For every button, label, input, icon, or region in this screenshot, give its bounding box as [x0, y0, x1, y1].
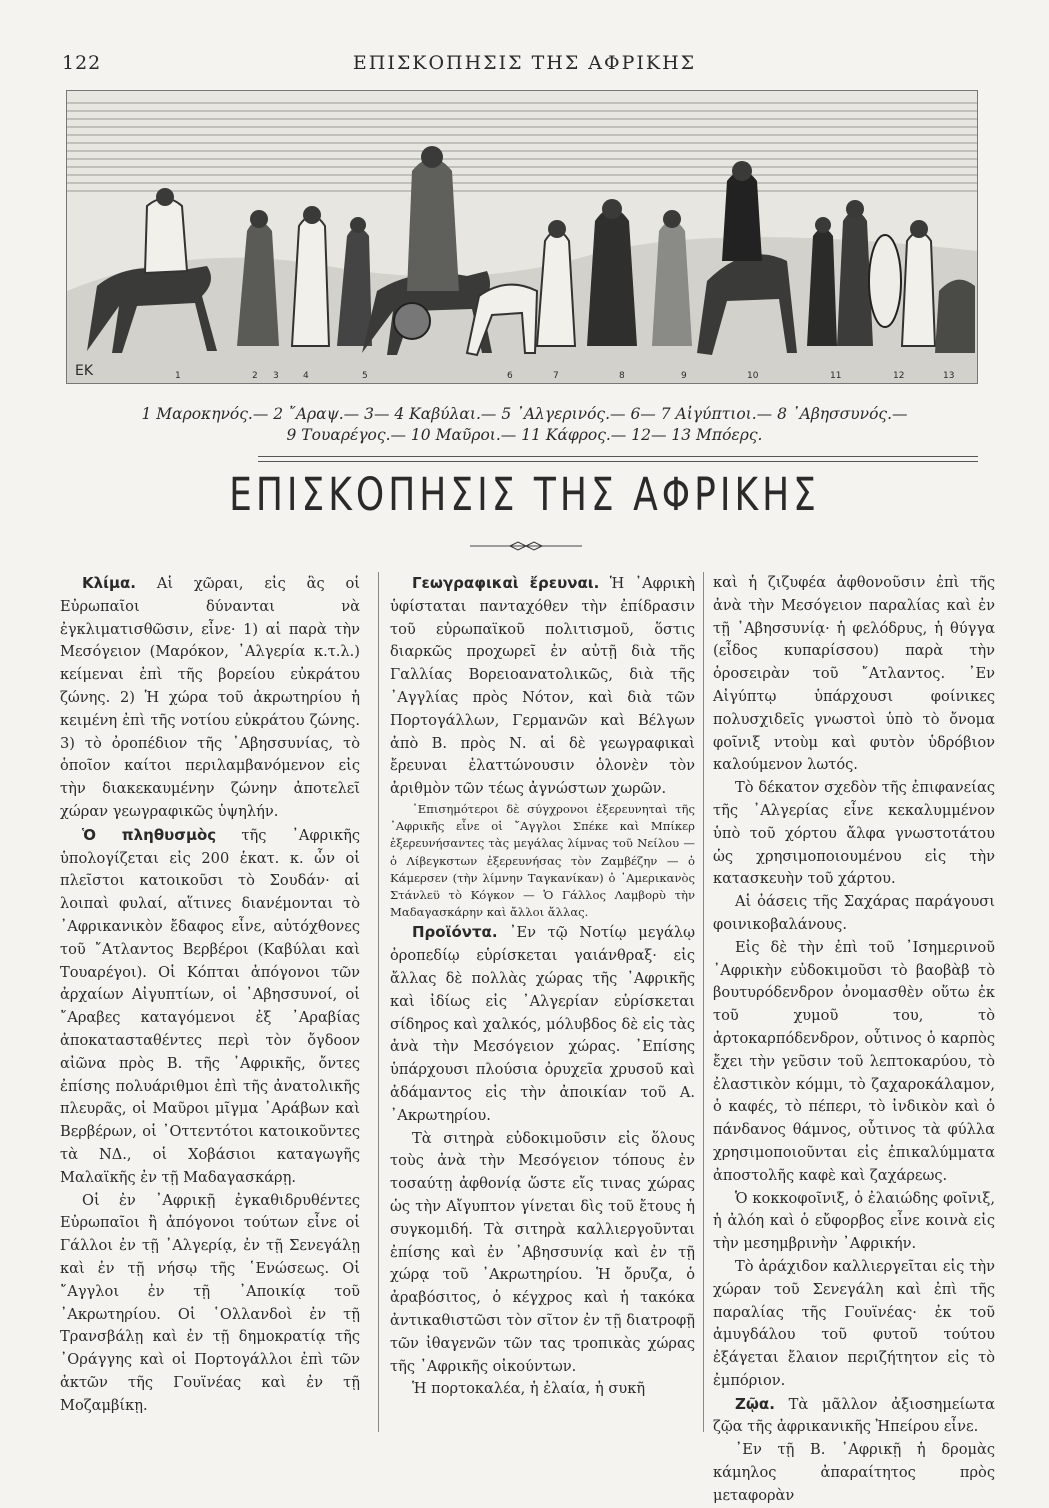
figure-number: 3: [273, 371, 279, 381]
figure-number: 7: [553, 371, 559, 381]
figure-number: 9: [681, 371, 687, 381]
article-title: ΕΠΙΣΚΟΠΗΣΙΣ ΤΗΣ ΑΦΡΙΚΗΣ: [229, 469, 820, 522]
running-head: ΕΠΙΣΚΟΠΗΣΙΣ ΤΗΣ ΑΦΡΙΚΗΣ: [352, 52, 697, 74]
figure-number: 8: [619, 371, 625, 381]
figure-number: 6: [507, 371, 513, 381]
figure-caption-line2: 9 Τουαρέγος.— 10 Μαῦροι.— 11 Κάφρος.— 12— 13 Μπόερς.: [286, 426, 763, 444]
paragraph-sitira: Τὰ σιτηρὰ εὐδοκιμοῦσιν εἰς ὅλους τοὺς ἀνὰ τὴν Μεσόγειον τόπους ἐν τοσαύτῃ ἀφθονίᾳ ὥστε εἴς τινας χώρας ὡς τὴν Αἴγυπτον γίνεται δὶς τοῦ ἔτους ἡ συγκομιδή. Τὰ σιτηρὰ καλλιεργοῦνται ἐπίσης καὶ ἐν ᾽Αβησσυνίᾳ καὶ ἐν τῇ χώρᾳ τοῦ ᾽Ακρωτηρίου. Ἡ ὄρυζα, ὁ ἀραβόσιτος, ὁ κέγχρος καὶ ἡ τακόκα ἀντικαθιστῶσι τὸν σῖτον ἐν τῇ διατροφῇ τῶν ἰθαγενῶν τῶν τας τροπικὰς χώρας τῆς ᾽Αφρικῆς οἰκούντων.: [390, 1129, 695, 1375]
paragraph-klima: Αἱ χῶραι, εἰς ἃς οἱ Εὐρωπαῖοι δύνανται νὰ ἐγκλιματισθῶσιν, εἶνε· 1) αἱ παρὰ τὴν Μεσόγειον (Μαρόκον, ᾽Αλγερία κ.τ.λ.) κείμεναι ἐπὶ τῆς βορείου εὐκράτου ζώνης. 2) Ἡ χώρα τοῦ ἀκρωτηρίου ἡ κειμένη ἐπὶ τῆς νοτίου εὐκράτου ζώνης. 3) τὸ ὀροπέδιον τῆς ᾽Αβησσυνίας, τὸ ὁποῖον καίτοι περιλαμβανόμενον εἰς τὴν διακεκαυμένην ζώνην ἀποτελεῖ χώραν γεωγραφικῶς ὑψηλήν.: [60, 575, 360, 820]
column-1: [60, 572, 360, 1417]
paragraph-kokkofoinix: Ὁ κοκκοφοῖνιξ, ὁ ἐλαιώδης φοῖνιξ, ἡ ἀλόη καὶ ὁ εὔφορβος εἶνε κοινὰ εἰς τὴν μεσημβρινὴν ᾽Αφρικήν.: [713, 1189, 995, 1253]
figure-caption-line1: 1 Μαροκηνός.— 2 ῎Αραψ.— 3— 4 Καβύλαι.— 5 ᾽Αλγερινός.— 6— 7 Αἰγύπτιοι.— 8 ᾽Αβησσυνός.—: [141, 405, 908, 423]
paragraph-europaioi: Οἱ ἐν ᾽Αφρικῇ ἐγκαθιδρυθέντες Εὐρωπαῖοι ἢ ἀπόγονοι τούτων εἶνε οἱ Γάλλοι ἐν τῇ ᾽Αλγερίᾳ, ἐν τῇ Σενεγάλῃ καὶ ἐν τῇ νήσῳ τῆς ῾Ενώσεως. Οἱ ῎Αγγλοι ἐν τῇ ᾽Αποικίᾳ τοῦ ᾽Ακρωτηρίου. Οἱ ῾Ολλανδοὶ ἐν τῇ Τρανσβάλῃ καὶ ἐν τῇ δημοκρατίᾳ τῆς ᾽Οράγγης καὶ οἱ Πορτογάλλοι ἐπὶ τῶν ἀκτῶν τῆς Γουϊνέας καὶ ἐν τῇ Μοζαμβίκῃ.: [60, 1191, 360, 1414]
ornament-divider: [470, 540, 582, 552]
column-3: [713, 572, 995, 1508]
paragraph-geografikai-erevnai: Ἡ ᾽Αφρικὴ ὑφίσταται πανταχόθεν τὴν ἐπίδρασιν τοῦ εὐρωπαϊκοῦ πολιτισμοῦ, ὅστις διαρκῶς προχωρεῖ ἐν αὐτῇ διὰ τῆς Γαλλίας Βορειοανατολικῶς, διὰ τῆς ᾽Αγγλίας πρὸς Νότον, καὶ διὰ τῶν Πορτογάλλων, Γερμανῶν καὶ Βέλγων ἀπὸ Β. πρὸς Ν. αἱ δὲ γεωγραφικαὶ ἔρευναι ἐλαττώνουσιν ὁλονὲν τὸν ἀριθμὸν τῶν τέως ἀγνώστων χωρῶν.: [390, 575, 695, 798]
plate-mark: EK: [75, 363, 94, 379]
paragraph-dromas: ᾽Εν τῇ Β. ᾽Αφρικῇ ἡ δρομὰς κάμηλος ἀπαραίτητος πρὸς μεταφορὰν: [713, 1441, 995, 1504]
heading-zoa: Ζῷα.: [735, 1394, 775, 1413]
column-divider: [703, 572, 704, 1432]
figure-number: 5: [362, 371, 368, 381]
figure-number: 13: [943, 371, 955, 381]
paragraph-arachidi: Τὸ ἀράχιδον καλλιεργεῖται εἰς τὴν χώραν τοῦ Σενεγάλη καὶ ἐπὶ τῆς παραλίας τῆς Γουϊνέας· ἐκ τοῦ ἀμυγδάλου τοῦ φυτοῦ τούτου ἐξάγεται ἔλαιον περιζήτητον εἰς τὸ ἐμπόριον.: [713, 1257, 995, 1389]
heading-geografikai-erevnai: Γεωγραφικαὶ ἔρευναι.: [412, 574, 600, 592]
paragraph-proionta: ᾽Εν τῷ Νοτίῳ μεγάλῳ ὀροπεδίῳ εὑρίσκεται γαιάνθραξ· εἰς ἄλλας δὲ πολλὰς χώρας τῆς ᾽Αφρικῆς καὶ ἰδίως εἰς ᾽Αλγερίαν εὑρίσκεται σίδηρος καὶ χαλκός, μόλυβδος δὲ εἰς τὰς ἀνὰ τὴν Μεσόγειον χώρας. ᾽Επίσης ὑπάρχουσι πλούσια ὀρυχεῖα χρυσοῦ καὶ ἀδάμαντος εἰς τὴν ἀποικίαν τοῦ Α. ᾽Ακρωτηρίου.: [390, 924, 695, 1124]
figure-number: 12: [893, 371, 905, 381]
paragraph-plithysmos: τῆς ᾽Αφρικῆς ὑπολογίζεται εἰς 200 ἑκατ. κ. ὧν οἱ πλεῖστοι κατοικοῦσι τὸ Σουδάν· αἱ λοιπαὶ φυλαί, αἵτινες διανέμονται τὸ ᾽Αφρικανικὸν ἔδαφος εἶνε, αὐτόχθονες τοῦ ῎Ατλαντος Βερβέροι (Καβύλαι καὶ Τουαρέγοι). Οἱ Κόπται ἀπόγονοι τῶν ἀρχαίων Αἰγυπτίων, οἱ ᾽Αβησσυνοί, οἱ ῎Αραβες καταγόμενοι ἐξ ᾽Αραβίας ἀποκατασταθέντες περὶ τὸν ὄγδοον αἰῶνα πρὸς Β. τῆς ᾽Αφρικῆς, ὄντες ἐπίσης πολυάριθμοι ἐπὶ τῆς ἀνατολικῆς πλευρᾶς, οἱ Μαῦροι μῖγμα ᾽Αράβων καὶ Βερβέρων, οἱ ᾽Οττεντότοι κατοικοῦντες τὰ ΝΔ., οἱ Χοβάσιοι καταγωγῆς Μαλαϊκῆς ἐν τῇ Μαδαγασκάρῃ.: [60, 826, 360, 1186]
figure-number: 4: [303, 371, 309, 381]
paragraph-isimerinos: Εἰς δὲ τὴν ἐπὶ τοῦ ᾽Ισημερινοῦ ᾽Αφρικὴν εὐδοκιμοῦσι τὸ βαοβὰβ τὸ βουτυρόδενδρον ὀνομασθὲν οὕτω ἐκ τοῦ χυμοῦ του, τὸ ἀρτοκαρπόδενδρον, οὗτινος ὁ καρπὸς ἔχει τὴν γεῦσιν τοῦ λεπτοκαρύου, τὸ ἐλαστικὸν κόμμι, τὸ ζαχαροκάλαμον, ὁ καφές, τὸ πέπερι, τὸ ἰνδικὸν καὶ ὁ πάνδανος θάμνος, οὗτινος τὰ φύλλα χρησιμοποιοῦνται εἰς ἐπικαλύμματα ἀποστολῆς καφὲ καὶ ζαχάρεως.: [713, 938, 995, 1184]
title-rule: [258, 456, 978, 462]
heading-proionta: Προϊόντα.: [412, 923, 498, 942]
figure-numbers: [67, 367, 977, 381]
paragraph-zoa: Τὰ μᾶλλον ἀξιοσημείωτα ζῷα τῆς ἀφρικανικῆς Ἠπείρου εἶνε.: [713, 1395, 995, 1436]
paragraph-alfa: Τὸ δέκατον σχεδὸν τῆς ἐπιφανείας τῆς ᾽Αλγερίας εἶνε κεκαλυμμένον ὑπὸ τοῦ χόρτου ἄλφα γνωστοτάτου ὡς χρησιμοποιουμένου εἰς τὴν κατασκευὴν τοῦ χάρτου.: [713, 779, 995, 888]
page-number: 122: [62, 52, 102, 74]
paragraph-zizyfea: καὶ ἡ ζιζυφέα ἀφθονοῦσιν ἐπὶ τῆς ἀνὰ τὴν Μεσόγειον παραλίας καὶ ἐν τῇ ᾽Αβησσυνίᾳ· ἡ φελόδρυς, ἡ θύγγα (εἶδος κυπαρίσσου) παρὰ τὴν ὀροσειρὰν τοῦ ῎Ατλαντος. ᾽Εν Αἰγύπτῳ ὑπάρχουσι φοίνικες πολυσχιδεῖς γνωστοὶ ὑπὸ τὸ ὄνομα φοῖνιξ ντοὺμ καὶ φυτὸν ὑδρόβιον καλούμενον λωτός.: [713, 574, 995, 774]
figure-number: 1: [175, 371, 181, 381]
heading-klima: Κλίμα.: [82, 574, 137, 592]
figure-number: 10: [747, 371, 759, 381]
heading-plithysmos: Ὁ πληθυσμὸς: [82, 825, 217, 844]
paragraph-portokalea: Ἡ πορτοκαλέα, ἡ ἐλαία, ἡ συκῆ: [412, 1380, 646, 1398]
column-divider: [378, 572, 379, 1432]
paragraph-oaseis: Αἱ ὀάσεις τῆς Σαχάρας παράγουσι φοινικοβαλάνους.: [713, 893, 995, 933]
figure-african-peoples: [66, 90, 978, 384]
figure-number: 11: [830, 371, 842, 381]
figure-number: 2: [252, 371, 258, 381]
column-2: [390, 572, 695, 1401]
paragraph-explorers: ᾽Επισημότεροι δὲ σύγχρονοι ἐξερευνηταὶ τῆς ᾽Αφρικῆς εἶνε οἱ ῎Αγγλοι Σπέκε καὶ Μπίκερ ἐξερευνήσαντες τὰς μεγάλας λίμνας τοῦ Νείλου — ὁ Λίβεγκστων ἐξερευνήσας τὸν Ζαμβέζην — ὁ Κάμερσεν (τὴν λίμνην Ταγκανίκαν) ὁ ᾽Αμερικανὸς Στάνλεϋ τὸ Κόγκον — Ὁ Γάλλος Λαμβορὺ τὴν Μαδαγασκάρην καὶ ἄλλοι ἄλλας.: [390, 801, 695, 920]
figure-illustration: [67, 91, 977, 383]
